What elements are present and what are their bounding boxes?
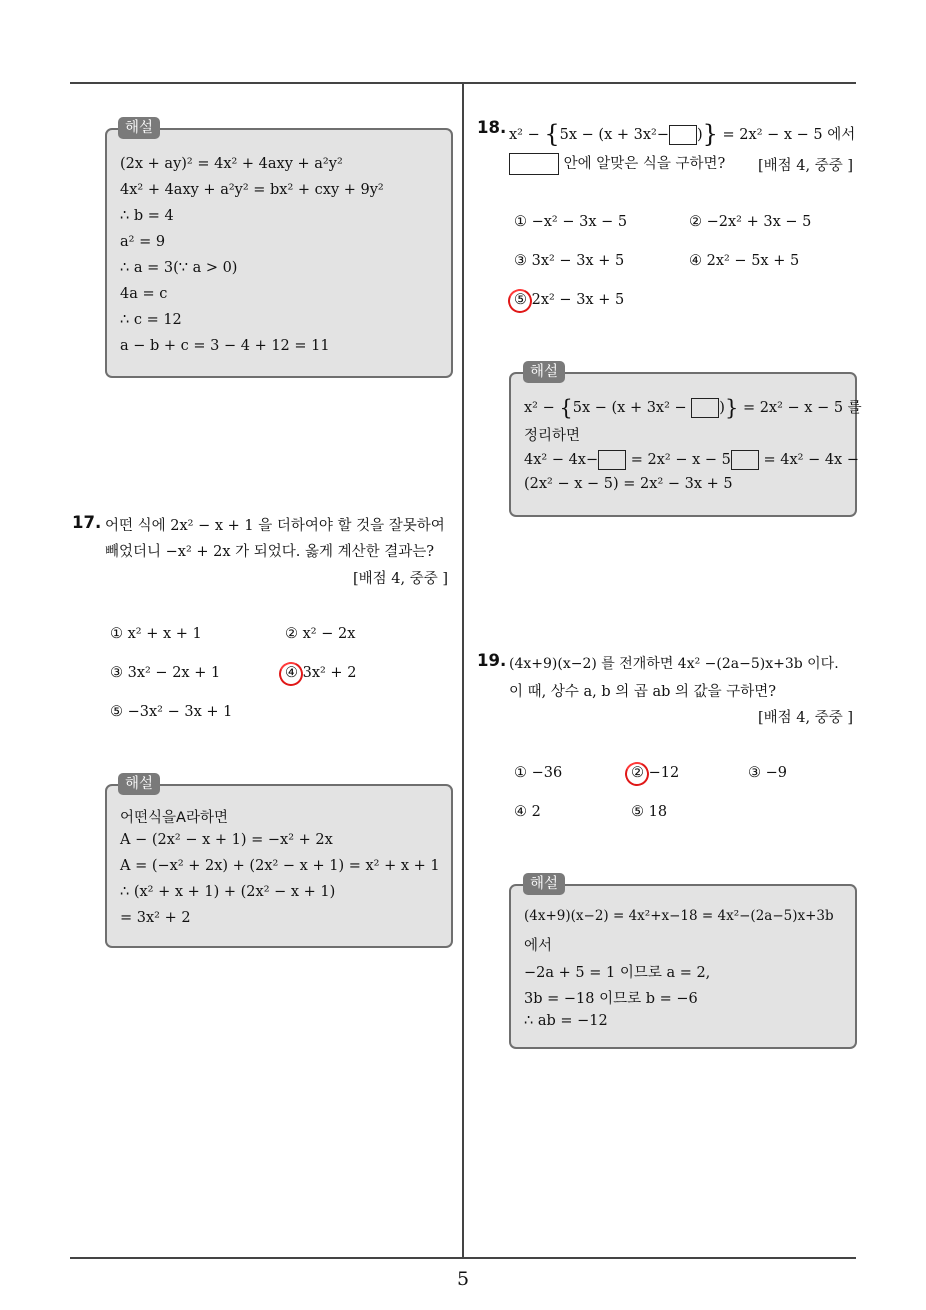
q18-sol-part: = 2x² − x − 5 를 <box>738 400 862 416</box>
q18-stem-part: x² − <box>509 127 545 143</box>
q18-choice-2[interactable]: ② −2x² + 3x − 5 <box>689 214 812 230</box>
q17-stem-line2: 빼었더니 −x² + 2x 가 되었다. 옳게 계산한 결과는? <box>105 544 435 560</box>
q18-solution-line: x² − {5x − (x + 3x² − )} = 2x² − x − 5 를 <box>524 396 862 420</box>
q19-choice-1[interactable]: ① −36 <box>514 765 563 781</box>
q18-sol-blank <box>598 450 626 470</box>
q16-solution-line: 4a = c <box>120 286 168 302</box>
q16-solution-line: 4x² + 4axy + a²y² = bx² + cxy + 9y² <box>120 182 384 198</box>
q18-stem-part: = 2x² − x − 5 에서 <box>717 127 856 143</box>
q19-choice-4[interactable]: ④ 2 <box>514 804 541 820</box>
q18-score: [배점 4, 중중 ] <box>757 158 853 174</box>
q18-sol-part: = 2x² − x − 5 <box>626 452 731 468</box>
q19-answer-mark <box>622 759 653 790</box>
q17-choice-5[interactable]: ⑤ −3x² − 3x + 1 <box>110 704 233 720</box>
q18-solution-line: 정리하면 <box>524 428 581 444</box>
q18-stem-part: 5x − (x + 3x²− <box>559 127 669 143</box>
column-divider <box>462 84 464 1257</box>
q18-number: 18. <box>477 118 507 137</box>
q19-solution-line: −2a + 5 = 1 이므로 a = 2, <box>524 965 711 981</box>
q17-solution-line: 어떤식을A라하면 <box>120 810 228 826</box>
q17-score: [배점 4, 중중 ] <box>352 571 448 587</box>
q18-sol-blank <box>691 398 719 418</box>
q19-stem-line2: 이 때, 상수 a, b 의 곱 ab 의 값을 구하면? <box>509 684 777 700</box>
q19-number: 19. <box>477 651 507 670</box>
q18-solution-tag: 해설 <box>523 361 565 383</box>
q18-sol-part: ) <box>719 400 725 416</box>
q18-sol-blank <box>731 450 759 470</box>
q18-sol-part: 4x² − 4x− <box>524 452 599 468</box>
q18-choice-5[interactable]: ⑤ 2x² − 3x + 5 <box>514 292 625 308</box>
q18-answer-mark <box>505 286 536 317</box>
q18-choice-1[interactable]: ① −x² − 3x − 5 <box>514 214 628 230</box>
q17-choice-2[interactable]: ② x² − 2x <box>285 626 356 642</box>
q17-solution-tag: 해설 <box>118 773 160 795</box>
q19-choice-5[interactable]: ⑤ 18 <box>631 804 668 820</box>
q18-inline-blank <box>669 125 697 145</box>
q17-solution-line: = 3x² + 2 <box>120 910 191 926</box>
q18-stem-line2 <box>509 152 725 175</box>
q19-solution-box <box>509 884 857 1049</box>
q18-stem-line1: x² − {5x − (x + 3x²− )} = 2x² − x − 5 에서 <box>509 120 856 148</box>
q18-sol-part: = 4x² − 4x − <box>758 452 859 468</box>
q19-stem-line1: (4x+9)(x−2) 를 전개하면 4x² −(2a−5)x+3b 이다. <box>509 656 839 672</box>
q17-answer-mark <box>276 659 307 690</box>
q16-solution-line: ∴ b = 4 <box>120 208 174 224</box>
q16-solution-line: a² = 9 <box>120 234 166 250</box>
q16-solution-box <box>105 128 453 378</box>
q18-solution-box <box>509 372 862 517</box>
q19-choice-3[interactable]: ③ −9 <box>748 765 787 781</box>
q19-choice-2[interactable]: ② −12 <box>631 765 680 781</box>
q16-solution-line: (2x + ay)² = 4x² + 4axy + a²y² <box>120 156 343 172</box>
q19-solution-line: (4x+9)(x−2) = 4x²+x−18 = 4x²−(2a−5)x+3b <box>524 908 834 924</box>
q18-stem-part: 안에 알맞은 식을 구하면? <box>559 156 726 172</box>
q17-solution-line: ∴ (x² + x + 1) + (2x² − x + 1) <box>120 884 336 900</box>
q18-sol-part: 5x − (x + 3x² − <box>572 400 692 416</box>
q17-solution-line: A = (−x² + 2x) + (2x² − x + 1) = x² + x + 1 <box>120 858 440 874</box>
q18-solution-line: (2x² − x − 5) = 2x² − 3x + 5 <box>524 476 733 492</box>
q17-choice-3[interactable]: ③ 3x² − 2x + 1 <box>110 665 221 681</box>
page-number: 5 <box>456 1268 470 1290</box>
q16-solution-line: a − b + c = 3 − 4 + 12 = 11 <box>120 338 330 354</box>
q19-solution-line: 에서 <box>524 938 553 954</box>
q19-solution-line: 3b = −18 이므로 b = −6 <box>524 991 698 1007</box>
q18-answer-blank <box>509 153 559 175</box>
q17-solution-box <box>105 784 453 948</box>
q18-solution-line <box>524 450 859 470</box>
q16-solution-line: ∴ c = 12 <box>120 312 182 328</box>
q17-choice-4[interactable]: ④ 3x² + 2 <box>285 665 357 681</box>
q19-solution-line: ∴ ab = −12 <box>524 1013 608 1029</box>
q16-solution-line: ∴ a = 3(∵ a > 0) <box>120 260 238 276</box>
q16-solution-tag: 해설 <box>118 117 160 139</box>
q17-stem-line1: 어떤 식에 2x² − x + 1 을 더하여야 할 것을 잘못하여 <box>105 518 445 534</box>
q18-choice-3[interactable]: ③ 3x² − 3x + 5 <box>514 253 625 269</box>
q17-solution-line: A − (2x² − x + 1) = −x² + 2x <box>120 832 333 848</box>
q18-sol-part: x² − <box>524 400 560 416</box>
q17-number: 17. <box>72 513 102 532</box>
q18-choice-4[interactable]: ④ 2x² − 5x + 5 <box>689 253 800 269</box>
bottom-rule <box>70 1257 856 1259</box>
q18-stem-part: ) <box>696 127 703 143</box>
q19-solution-tag: 해설 <box>523 873 565 895</box>
q17-choice-1[interactable]: ① x² + x + 1 <box>110 626 202 642</box>
q19-score: [배점 4, 중중 ] <box>757 710 853 726</box>
